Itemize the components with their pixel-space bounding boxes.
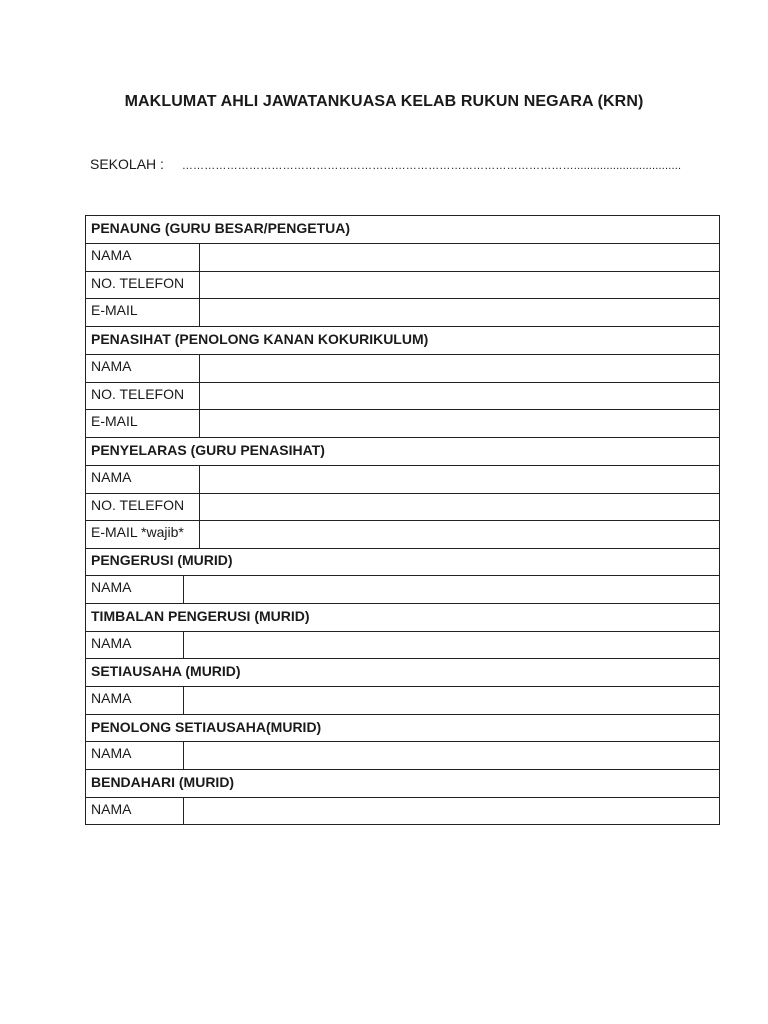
field-label: E-MAIL (86, 410, 200, 438)
field-row (86, 686, 720, 714)
field-row (86, 521, 720, 549)
field-row (86, 631, 720, 659)
field-label: NAMA (86, 354, 200, 382)
field-value-input[interactable] (200, 493, 720, 521)
field-value-input[interactable] (200, 465, 720, 493)
field-label: NAMA (86, 797, 184, 825)
field-value-input[interactable] (200, 271, 720, 299)
section-row-penasihat (86, 327, 720, 355)
field-row (86, 243, 720, 271)
field-row (86, 299, 720, 327)
section-heading: BENDAHARI (MURID) (86, 770, 720, 798)
field-row (86, 465, 720, 493)
field-row (86, 354, 720, 382)
field-label: NO. TELEFON (86, 271, 200, 299)
field-row (86, 493, 720, 521)
section-row-bendahari (86, 770, 720, 798)
field-label: E-MAIL (86, 299, 200, 327)
field-row (86, 576, 720, 604)
field-value-input[interactable] (200, 354, 720, 382)
field-label: NAMA (86, 686, 184, 714)
school-field[interactable]: ……………………………………………………………………………………………................................. (181, 160, 682, 172)
field-row (86, 271, 720, 299)
section-row-setiausaha (86, 659, 720, 687)
field-label: NAMA (86, 243, 200, 271)
field-value-input[interactable] (184, 742, 720, 770)
field-row (86, 742, 720, 770)
field-label: NAMA (86, 465, 200, 493)
school-line (90, 156, 681, 172)
section-heading: PENGERUSI (MURID) (86, 548, 720, 576)
field-label: NO. TELEFON (86, 493, 200, 521)
section-row-pengerusi (86, 548, 720, 576)
section-row-timbalan-pengerusi (86, 603, 720, 631)
field-value-input[interactable] (200, 521, 720, 549)
committee-form-table (85, 215, 720, 549)
section-heading: PENYELARAS (GURU PENASIHAT) (86, 438, 720, 466)
section-heading: PENASIHAT (PENOLONG KANAN KOKURIKULUM) (86, 327, 720, 355)
field-value-input[interactable] (200, 243, 720, 271)
field-value-input[interactable] (200, 410, 720, 438)
section-heading: SETIAUSAHA (MURID) (86, 659, 720, 687)
section-row-penyelaras (86, 438, 720, 466)
field-label: NAMA (86, 576, 184, 604)
field-label: NAMA (86, 742, 184, 770)
document-title: MAKLUMAT AHLI JAWATANKUASA KELAB RUKUN NEGARA (KRN) (124, 93, 644, 110)
field-value-input[interactable] (184, 631, 720, 659)
section-heading: PENAUNG (GURU BESAR/PENGETUA) (86, 216, 720, 244)
field-value-input[interactable] (184, 576, 720, 604)
field-value-input[interactable] (200, 382, 720, 410)
school-label: SEKOLAH : (90, 156, 164, 172)
field-row (86, 410, 720, 438)
field-label: NAMA (86, 631, 184, 659)
section-row-penolong-setiausaha (86, 714, 720, 742)
section-row-penaung (86, 216, 720, 244)
field-value-input[interactable] (184, 686, 720, 714)
field-row (86, 382, 720, 410)
student-committee-table (85, 548, 720, 825)
field-row (86, 797, 720, 825)
field-value-input[interactable] (184, 797, 720, 825)
section-heading: TIMBALAN PENGERUSI (MURID) (86, 603, 720, 631)
field-label: E-MAIL *wajib* (86, 521, 200, 549)
section-heading: PENOLONG SETIAUSAHA(MURID) (86, 714, 720, 742)
field-label: NO. TELEFON (86, 382, 200, 410)
field-value-input[interactable] (200, 299, 720, 327)
